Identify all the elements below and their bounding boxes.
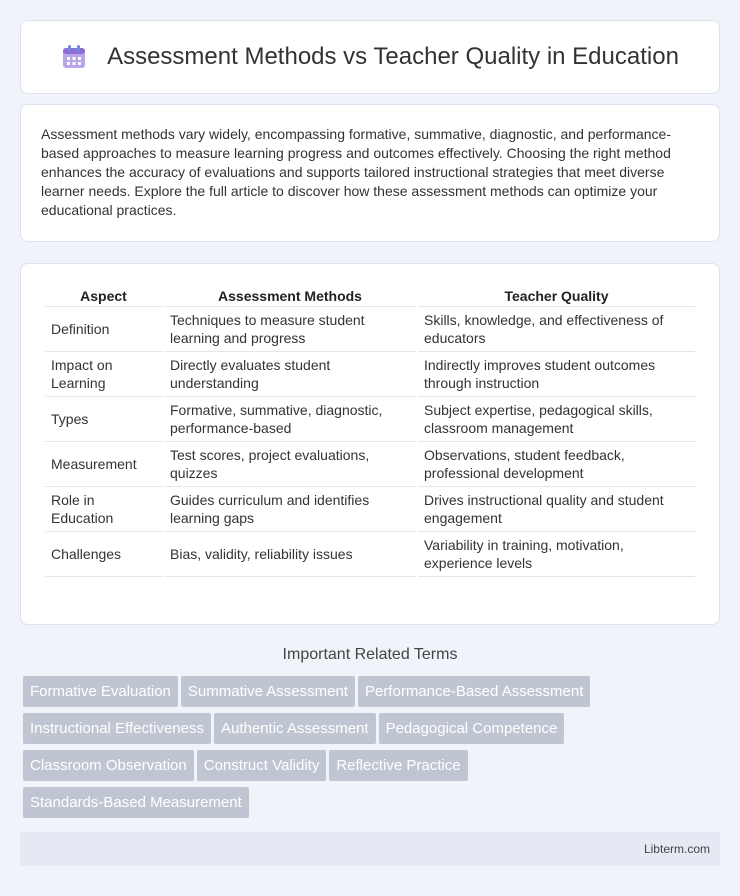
table-cell: Measurement [45, 442, 162, 487]
table-cell: Drives instructional quality and student engagement [418, 487, 695, 532]
table-cell: Skills, knowledge, and effectiveness of educators [418, 307, 695, 352]
table-cell: Formative, summative, diagnostic, performance-based [164, 397, 416, 442]
table-row [45, 487, 695, 532]
table-cell: Indirectly improves student outcomes through instruction [418, 352, 695, 397]
footer-site-link[interactable]: Libterm.com [643, 842, 710, 856]
table-row [45, 442, 695, 487]
header-teacher-quality: Teacher Quality [418, 284, 695, 307]
calendar-icon [61, 44, 87, 70]
table-cell: Observations, student feedback, professional development [418, 442, 695, 487]
related-term-tag[interactable]: Instructional Effectiveness [23, 713, 211, 744]
table-cell: Guides curriculum and identifies learning gaps [164, 487, 416, 532]
header-aspect: Aspect [45, 284, 162, 307]
comparison-table [43, 284, 697, 577]
related-term-tag[interactable]: Classroom Observation [23, 750, 194, 781]
table-cell: Directly evaluates student understanding [164, 352, 416, 397]
table-cell: Types [45, 397, 162, 442]
table-cell: Variability in training, motivation, experience levels [418, 532, 695, 577]
intro-text: Assessment methods vary widely, encompassing formative, summative, diagnostic, and performance-based approaches to measure learning progress and outcomes effectively. Choosing the right method enhances the accuracy of evaluations and supports tailored instructional strategies that meet diverse learner needs. Explore the full article to discover how these assessment methods can optimize your educational practices. [41, 126, 672, 218]
related-term-tag[interactable]: Summative Assessment [181, 676, 355, 707]
table-cell: Role in Education [45, 487, 162, 532]
related-term-tag[interactable]: Standards-Based Measurement [23, 787, 249, 818]
footer [20, 832, 720, 866]
table-cell: Subject expertise, pedagogical skills, classroom management [418, 397, 695, 442]
table-cell: Test scores, project evaluations, quizzes [164, 442, 416, 487]
page-title: Assessment Methods vs Teacher Quality in Education [107, 43, 679, 70]
table-row [45, 532, 695, 577]
table-row [45, 397, 695, 442]
table-row [45, 352, 695, 397]
table-cell: Impact on Learning [45, 352, 162, 397]
related-term-tag[interactable]: Formative Evaluation [23, 676, 178, 707]
related-term-tag[interactable]: Performance-Based Assessment [358, 676, 590, 707]
related-term-tag[interactable]: Construct Validity [197, 750, 327, 781]
table-cell: Bias, validity, reliability issues [164, 532, 416, 577]
related-terms-title: Important Related Terms [282, 646, 458, 663]
table-header-row [45, 284, 695, 307]
table-cell: Challenges [45, 532, 162, 577]
table-cell: Definition [45, 307, 162, 352]
header-card [20, 20, 720, 94]
header-assessment-methods: Assessment Methods [164, 284, 416, 307]
related-terms-list [23, 676, 723, 824]
related-term-tag[interactable]: Reflective Practice [329, 750, 467, 781]
related-term-tag[interactable]: Pedagogical Competence [379, 713, 565, 744]
table-cell: Techniques to measure student learning and progress [164, 307, 416, 352]
intro-card [20, 104, 720, 242]
comparison-table-card [20, 263, 720, 625]
related-term-tag[interactable]: Authentic Assessment [214, 713, 376, 744]
table-row [45, 307, 695, 352]
